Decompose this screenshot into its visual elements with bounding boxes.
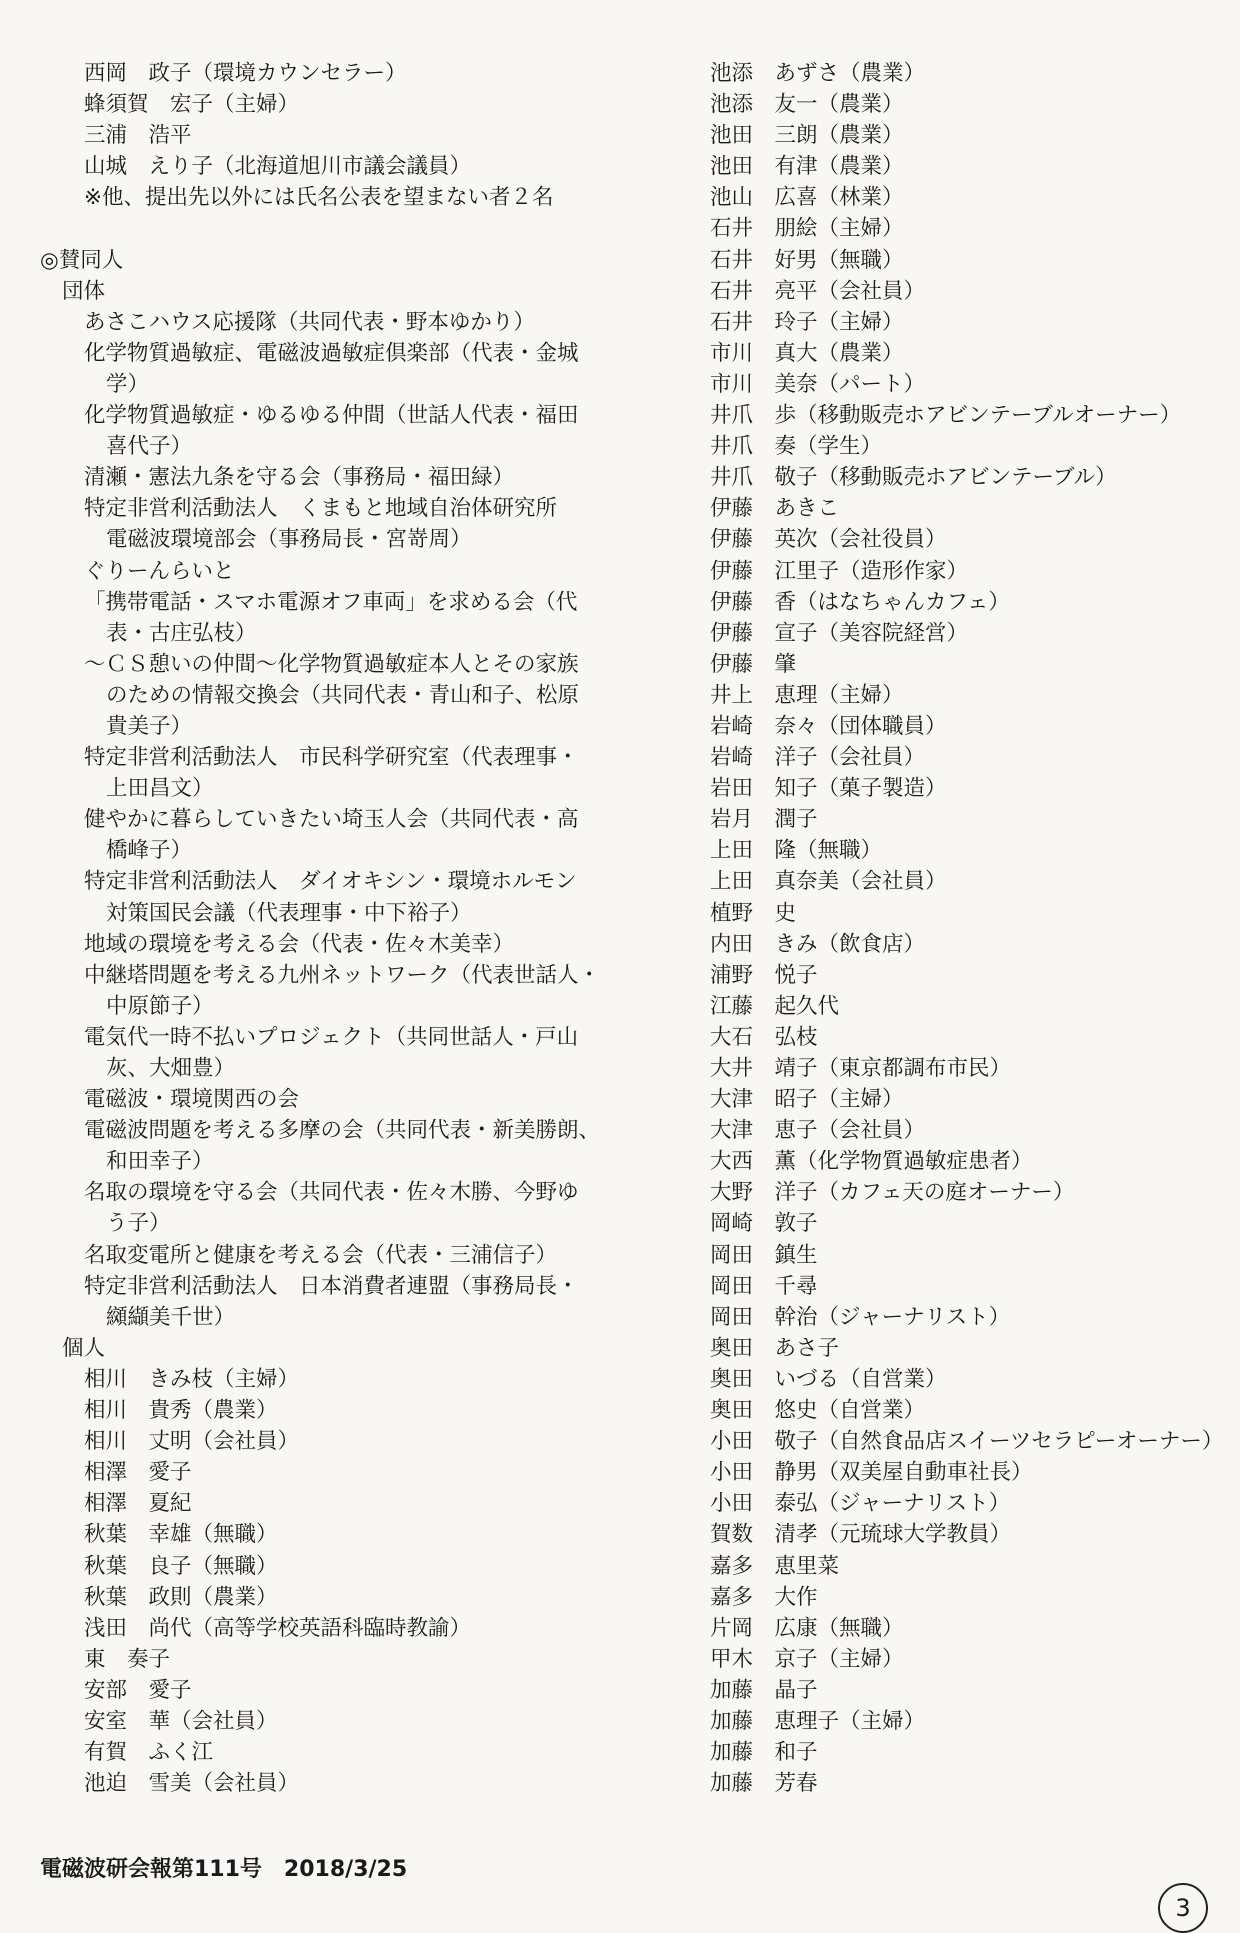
person-entry: 小田 静男（双美屋自動車社長） xyxy=(710,1460,1033,1486)
person-entry: 大石 弘枝 xyxy=(710,1024,818,1050)
left-line: ※他、提出先以外には氏名公表を望まない者２名 xyxy=(84,185,554,211)
person-entry: 岡田 鎮生 xyxy=(710,1242,818,1268)
person-entry: 井爪 奏（学生） xyxy=(710,434,883,460)
person-entry: 甲木 京子（主婦） xyxy=(710,1646,904,1672)
left-line: 橋峰子） xyxy=(106,838,193,864)
person-entry: 加藤 和子 xyxy=(710,1740,818,1766)
left-line: 有賀 ふく江 xyxy=(84,1740,214,1766)
blank-line xyxy=(40,213,600,244)
left-line: 池迫 雪美（会社員） xyxy=(84,1771,300,1797)
person-entry: 大西 薫（化学物質過敏症患者） xyxy=(710,1149,1033,1175)
left-line: う子） xyxy=(106,1211,171,1237)
person-entry: 池添 友一（農業） xyxy=(710,92,904,118)
person-entry: 奥田 いづる（自営業） xyxy=(710,1366,947,1392)
left-line: 特定非営利活動法人 日本消費者連盟（事務局長・ xyxy=(84,1273,579,1299)
person-entry: 井爪 歩（移動販売ホアビンテーブルオーナー） xyxy=(710,403,1182,429)
left-line: 地域の環境を考える会（代表・佐々木美幸） xyxy=(84,931,515,957)
person-entry: 井爪 敬子（移動販売ホアビンテーブル） xyxy=(710,465,1117,491)
left-line: 化学物質過敏症・ゆるゆる仲間（世話人代表・福田 xyxy=(84,403,579,429)
person-entry: 岡田 幹治（ジャーナリスト） xyxy=(710,1304,1011,1330)
person-entry: 池山 広喜（林業） xyxy=(710,185,904,211)
person-entry: 伊藤 英次（会社役員） xyxy=(710,527,947,553)
person-entry: 井上 恵理（主婦） xyxy=(710,682,904,708)
left-line: 山城 えり子（北海道旭川市議会議員） xyxy=(84,154,472,180)
person-entry: 大野 洋子（カフェ天の庭オーナー） xyxy=(710,1180,1075,1206)
person-entry: 伊藤 肇 xyxy=(710,651,797,677)
person-entry: 石井 好男（無職） xyxy=(710,247,904,273)
publication-footer: 電磁波研会報第111号 2018/3/25 xyxy=(40,1857,408,1882)
person-entry: 岩崎 洋子（会社員） xyxy=(710,745,926,771)
left-line: 中原節子） xyxy=(106,993,214,1019)
person-entry: 嘉多 大作 xyxy=(710,1584,818,1610)
person-entry: 池添 あずさ（農業） xyxy=(710,61,926,86)
person-entry: 小田 泰弘（ジャーナリスト） xyxy=(710,1491,1011,1517)
left-line: 電磁波問題を考える多摩の会（共同代表・新美勝朗、 xyxy=(84,1118,601,1144)
left-line: 貴美子） xyxy=(106,713,193,739)
left-line: 名取の環境を守る会（共同代表・佐々木勝、今野ゆ xyxy=(84,1180,579,1206)
left-column xyxy=(40,58,600,1799)
left-line: 蜂須賀 宏子（主婦） xyxy=(84,92,300,118)
left-line: 電気代一時不払いプロジェクト（共同世話人・戸山 xyxy=(84,1024,579,1050)
person-entry: 加藤 晶子 xyxy=(710,1677,818,1703)
left-line: 和田幸子） xyxy=(106,1149,214,1175)
person-entry: 池田 有津（農業） xyxy=(710,154,904,180)
left-line: 個人 xyxy=(62,1335,106,1361)
person-entry: 石井 玲子（主婦） xyxy=(710,309,904,335)
left-line: 三浦 浩平 xyxy=(84,123,192,149)
left-line: 東 奏子 xyxy=(84,1646,171,1672)
person-entry: 大津 恵子（会社員） xyxy=(710,1118,926,1144)
left-line: 健やかに暮らしていきたい埼玉人会（共同代表・高 xyxy=(84,807,579,833)
person-entry: 内田 きみ（飲食店） xyxy=(710,931,926,957)
left-line: 西岡 政子（環境カウンセラー） xyxy=(84,61,407,86)
person-entry: 池田 三朗（農業） xyxy=(710,123,904,149)
left-line: のための情報交換会（共同代表・青山和子、松原 xyxy=(106,682,580,708)
person-entry: 植野 史 xyxy=(710,900,797,926)
left-line: 纐纈美千世） xyxy=(106,1304,236,1330)
left-line: 特定非営利活動法人 市民科学研究室（代表理事・ xyxy=(84,745,579,771)
left-line: 浅田 尚代（高等学校英語科臨時教諭） xyxy=(84,1615,472,1641)
person-entry: 岩崎 奈々（団体職員） xyxy=(710,713,947,739)
person-entry: 市川 美奈（パート） xyxy=(710,371,926,397)
person-entry: 伊藤 宣子（美容院経営） xyxy=(710,620,969,646)
left-line: 安部 愛子 xyxy=(84,1677,192,1703)
person-entry: 岡崎 敦子 xyxy=(710,1211,818,1237)
left-line: 相澤 愛子 xyxy=(84,1460,192,1486)
left-line: 相澤 夏紀 xyxy=(84,1491,192,1517)
left-line: 名取変電所と健康を考える会（代表・三浦信子） xyxy=(84,1242,558,1268)
person-entry: 岩田 知子（菓子製造） xyxy=(710,776,947,802)
person-entry: 江藤 起久代 xyxy=(710,993,840,1019)
person-entry: 伊藤 あきこ xyxy=(710,496,840,522)
person-entry: 岩月 潤子 xyxy=(710,807,818,833)
left-line: 特定非営利活動法人 ダイオキシン・環境ホルモン xyxy=(84,869,577,895)
left-line: 相川 丈明（会社員） xyxy=(84,1429,300,1455)
person-entry: 奥田 あさ子 xyxy=(710,1335,840,1361)
person-entry: 奥田 悠史（自営業） xyxy=(710,1398,926,1424)
person-entry: 嘉多 恵里菜 xyxy=(710,1553,840,1579)
left-line: 学） xyxy=(106,371,150,397)
left-line: 対策国民会議（代表理事・中下裕子） xyxy=(106,900,472,926)
left-line: 化学物質過敏症、電磁波過敏症倶楽部（代表・金城 xyxy=(84,340,579,366)
person-entry: 伊藤 香（はなちゃんカフェ） xyxy=(710,589,1010,615)
person-entry: 上田 隆（無職） xyxy=(710,838,883,864)
left-line: 相川 きみ枝（主婦） xyxy=(84,1366,300,1392)
person-entry: 加藤 芳春 xyxy=(710,1771,818,1797)
person-entry: 小田 敬子（自然食品店スイーツセラピーオーナー） xyxy=(710,1429,1224,1455)
person-entry: 賀数 清孝（元琉球大学教員） xyxy=(710,1522,1012,1548)
left-line: 上田昌文） xyxy=(106,776,214,802)
left-line: ◎賛同人 xyxy=(40,247,124,273)
left-line: 電磁波・環境関西の会 xyxy=(84,1087,300,1113)
person-entry: 片岡 広康（無職） xyxy=(710,1615,904,1641)
page-number: 3 xyxy=(1158,1883,1208,1933)
left-line: 相川 貴秀（農業） xyxy=(84,1398,278,1424)
person-entry: 岡田 千尋 xyxy=(710,1273,818,1299)
person-entry: 浦野 悦子 xyxy=(710,962,818,988)
left-line: 「携帯電話・スマホ電源オフ車両」を求める会（代 xyxy=(84,589,578,615)
person-entry: 石井 朋絵（主婦） xyxy=(710,216,904,242)
left-line: あさこハウス応援隊（共同代表・野本ゆかり） xyxy=(84,309,535,335)
left-line: 特定非営利活動法人 くまもと地域自治体研究所 xyxy=(84,496,558,522)
left-line: 安室 華（会社員） xyxy=(84,1708,278,1734)
person-entry: 上田 真奈美（会社員） xyxy=(710,869,947,895)
person-entry: 伊藤 江里子（造形作家） xyxy=(710,558,969,584)
left-line: 表・古庄弘枝） xyxy=(106,620,257,646)
left-line: ～ＣＳ憩いの仲間～化学物質過敏症本人とその家族 xyxy=(84,651,579,677)
left-line: 秋葉 良子（無職） xyxy=(84,1553,278,1579)
left-line: 電磁波環境部会（事務局長・宮嵜周） xyxy=(106,527,472,553)
person-entry: 加藤 恵理子（主婦） xyxy=(710,1708,926,1734)
left-line: 秋葉 幸雄（無職） xyxy=(84,1522,278,1548)
left-line: 団体 xyxy=(62,278,106,304)
left-line: 秋葉 政則（農業） xyxy=(84,1584,278,1610)
person-entry: 石井 亮平（会社員） xyxy=(710,278,926,304)
left-line: 灰、大畑豊） xyxy=(106,1056,236,1081)
left-line: 清瀬・憲法九条を守る会（事務局・福田緑） xyxy=(84,465,515,491)
left-line: ぐりーんらいと xyxy=(84,558,235,584)
person-entry: 大井 靖子（東京都調布市民） xyxy=(710,1056,1012,1081)
right-column xyxy=(710,58,1230,1799)
left-line: 喜代子） xyxy=(106,434,193,460)
person-entry: 市川 真大（農業） xyxy=(710,340,904,366)
left-line: 中継塔問題を考える九州ネットワーク（代表世話人・ xyxy=(84,962,601,988)
person-entry: 大津 昭子（主婦） xyxy=(710,1087,904,1113)
